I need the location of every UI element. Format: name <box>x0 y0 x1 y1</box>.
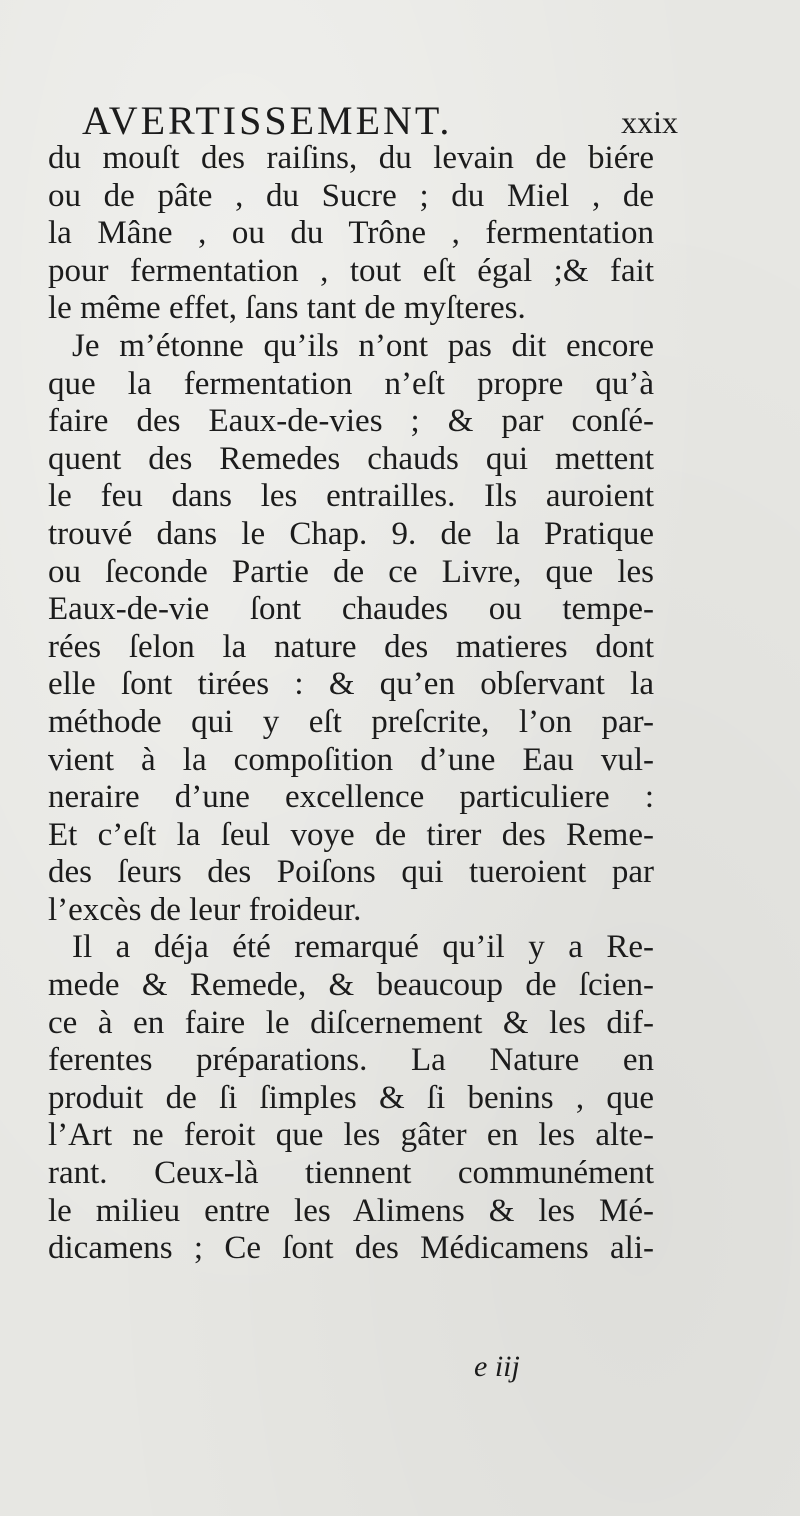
text-line: que la fermentation n’eſt propre qu’à <box>48 365 654 402</box>
text-line: ce à en faire le diſcernement & les dif- <box>48 1004 654 1041</box>
text-line: l’Art ne feroit que les gâter en les alte- <box>48 1117 654 1154</box>
text-line: le même effet, ſans tant de myſteres. <box>48 290 526 327</box>
text-line: Je m’étonne qu’ils n’ont pas dit encore <box>72 327 654 364</box>
text-line: ou de pâte , du Sucre ; du Miel , de <box>48 177 654 214</box>
text-line: ferentes préparations. La Nature en <box>48 1042 654 1079</box>
text-line: méthode qui y eſt preſcrite, l’on par- <box>48 703 654 740</box>
text-line: produit de ſi ſimples & ſi benins , que <box>48 1079 654 1116</box>
text-line: vient à la compoſition d’une Eau vul- <box>48 741 654 778</box>
text-line: Il a déja été remarqué qu’il y a Re- <box>72 929 654 966</box>
text-line: la Mâne , ou du Trône , fermentation <box>48 215 654 252</box>
text-line: Eaux-de-vie ſont chaudes ou tempe- <box>48 591 654 628</box>
text-line: elle ſont tirées : & qu’en obſervant la <box>48 666 654 703</box>
text-line: quent des Remedes chauds qui mettent <box>48 440 654 477</box>
text-line: rant. Ceux-là tiennent communément <box>48 1155 654 1192</box>
text-line: du mouſt des raiſins, du levain de biére <box>48 140 654 176</box>
body-text <box>48 140 654 1268</box>
text-line: l’excès de leur froideur. <box>48 891 362 928</box>
text-line: mede & Remede, & beaucoup de ſcien- <box>48 967 654 1004</box>
text-line: neraire d’une excellence particuliere : <box>48 779 654 816</box>
text-line: faire des Eaux-de-vies ; & par conſé- <box>48 403 654 440</box>
text-line: Et c’eſt la ſeul voye de tirer des Reme- <box>48 816 654 853</box>
text-line: des ſeurs des Poiſons qui tueroient par <box>48 854 654 891</box>
running-title: AVERTISSEMENT. <box>82 98 453 143</box>
text-line: le feu dans les entrailles. Ils auroient <box>48 478 654 515</box>
text-line: pour fermentation , tout eſt égal ;& fait <box>48 252 654 289</box>
text-line: dicamens ; Ce ſont des Médicamens ali- <box>48 1230 654 1267</box>
text-line: ou ſeconde Partie de ce Livre, que les <box>48 553 654 590</box>
page-header <box>82 96 678 146</box>
text-line: trouvé dans le Chap. 9. de la Pratique <box>48 515 654 552</box>
signature-mark: e iij <box>474 1350 520 1383</box>
page-number: xxix <box>621 104 678 140</box>
text-line: rées ſelon la nature des matieres dont <box>48 628 654 665</box>
text-line: le milieu entre les Alimens & les Mé- <box>48 1192 654 1229</box>
